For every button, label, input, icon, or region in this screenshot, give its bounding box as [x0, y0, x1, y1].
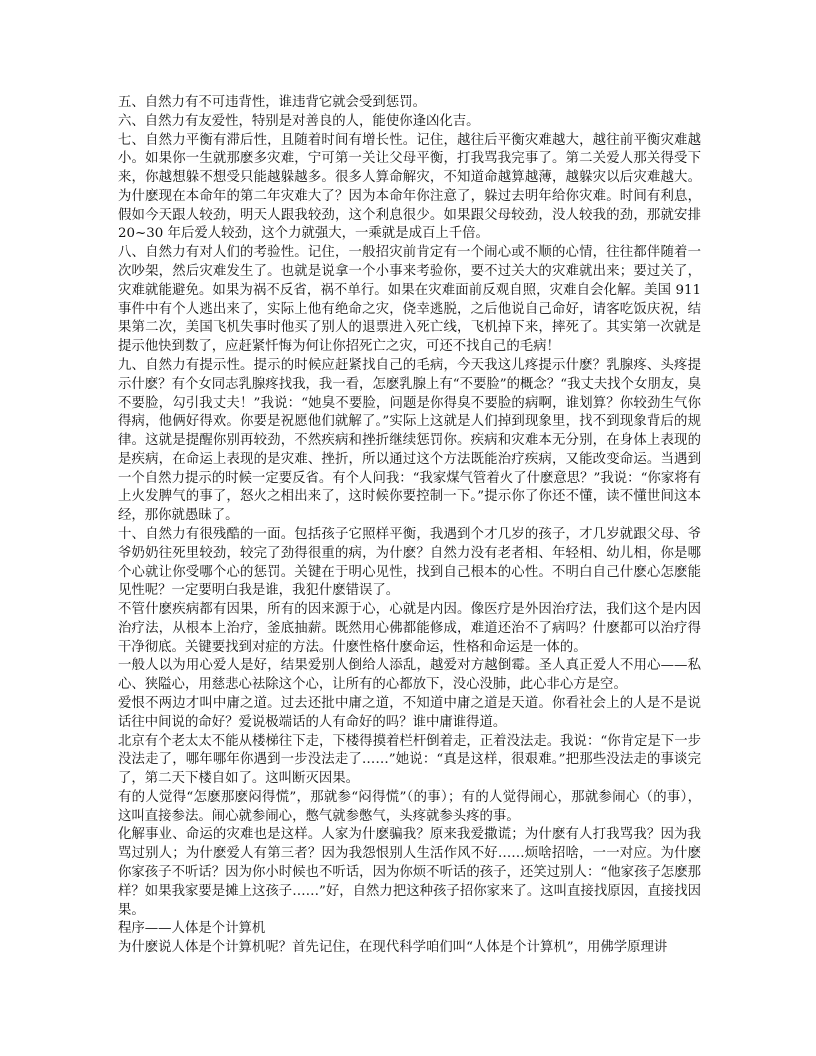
paragraph-resolve-disaster: 化解事业、命运的灾难也是这样。人家为什麽骗我？原来我爱撒谎；为什麽有人打我骂我？因为我骂过别人；为什麽爱人有第三者？因为我怨恨别人生活作风不好……烦啥招啥，一一对应。为什麽你家孩子不听话？因为你小时候也不听话，因为你烦不听话的孩子，还笑过别人：“他家孩子怎麽那样？如果我家要是摊上这孩子……”好，自然力把这种孩子招你家来了。这叫直接找原因，直接找因果。 [118, 827, 701, 918]
paragraph-love: 一般人以为用心爱人是好，结果爱别人倒给人添乱，越爱对方越倒霉。圣人真正爱人不用心——私心、狭隘心，用慈悲心祛除这个心，让所有的心都放下，没心没肺，此心非心方是空。 [118, 658, 701, 693]
paragraph-10: 十、自然力有很残酷的一面。包括孩子它照样平衡，我遇到个才几岁的孩子，才几岁就跟父母、爷爷奶奶往死里较劲，较完了劲得很重的病，为什麽？自然力没有老者相、年轻相、幼儿相，你是哪个心就让你受哪个心的惩罚。关键在于明心见性，找到自己根本的心性。不明白自己什麽心怎麽能见性呢？一定要明白我是谁，我犯什麽错误了。 [118, 526, 701, 599]
paragraph-6: 六、自然力有友爱性，特别是对善良的人，能使你逢凶化吉。 [118, 113, 480, 129]
paragraph-5: 五、自然力有不可违背性，谁违背它就会受到惩罚。 [118, 95, 426, 110]
paragraph-computer: 为什麽说人体是个计算机呢？首先记住，在现代科学咱们叫“人体是个计算机”，用佛学原理讲 [118, 940, 668, 956]
paragraph-direct-method: 有的人觉得“怎麽那麽闷得慌”，那就参“闷得慌”（的事）；有的人觉得闹心，那就参闹心（的事），这叫直接参法。闹心就参闹心，憋气就参憋气，头疼就参头疼的事。 [118, 789, 701, 824]
paragraph-8: 八、自然力有对人们的考验性。记住，一般招灾前肯定有一个闹心或不顺的心情，往往都伴随着一次吵架，然后灾难发生了。也就是说拿一个小事来考验你，要不过关大的灾难就出来；要过关了，灾难就能避免。如果为祸不反省，祸不单行。如果在灾难面前反观自照，灾难自会化解。美国 911 事件中有个人逃出来了，实际上他有绝命之灾，侥幸逃脱，之后他说自己命好，请客吃饭庆祝，结果第二次，美国飞机失事时他买了别人的退票进入死亡线，飞机掉下来，摔死了。其实第一次就是提示他快到数了，应赶紧忏悔为何让你招死亡之灾，可还不找自己的毛病！ [118, 245, 701, 355]
section-heading: 程序——人体是个计算机 [118, 921, 266, 937]
paragraph-9: 九、自然力有提示性。提示的时候应赶紧找自己的毛病，今天我这儿疼提示什麽？乳腺疼、头疼提示什麽？有个女同志乳腺疼找我，我一看，怎麽乳腺上有“不要脸”的概念？“我丈夫找个女朋友，臭不要脸，勾引我丈夫！”我说：“她臭不要脸，问题是你得臭不要脸的病啊，谁划算？你较劲生气你得病，他俩好得欢。你要是祝愿他们就解了。”实际上这就是人们掉到现象里，找不到现象背后的规律。这就是提醒你别再较劲，不然疾病和挫折继续惩罚你。疾病和灾难本无分别，在身体上表现的是疾病，在命运上表现的是灾难、挫折，所以通过这个方法既能治疗疾病，又能改变命运。当遇到一个自然力提示的时候一定要反省。有个人问我：“我家煤气管着火了什麽意思？”我说：“你家将有上火发脾气的事了，怒火之相出来了，这时候你要控制一下。”提示你了你还不懂，读不懂世间这本经，那你就愚昧了。 [118, 357, 701, 524]
paragraph-middle-way: 爱恨不两边才叫中庸之道。过去还批中庸之道，不知道中庸之道是天道。你看社会上的人是不是说话往中间说的命好？爱说极端话的人有命好的吗？谁中庸谁得道。 [118, 696, 701, 730]
paragraph-7: 七、自然力平衡有滞后性，且随着时间有增长性。记住，越往后平衡灾难越大，越往前平衡灾难越小。如果你一生就那麽多灾难，宁可第一关让父母平衡，打我骂我完事了。第二关爱人那关得受下来，你越想躲不想受只能越躲越多。很多人算命解灾，不知道命越算越薄，越躲灾以后灾难越大。为什麽现在本命年的第二年灾难大了？因为本命年你注意了，躲过去明年给你灾难。时间有利息，假如今天跟人较劲，明天人跟我较劲，这个利息很少。如果跟父母较劲，没人较我的劲，那就安排 20~30 年后爱人较劲，这个力就强大，一乘就是成百上千倍。 [118, 132, 701, 242]
paragraph-old-lady: 北京有个老太太不能从楼梯往下走，下楼得摸着栏杆倒着走，正着没法走。我说：“你肯定是下一步没法走了，哪年哪年你遇到一步没法走了……”她说：“真是这样，很艰难。”把那些没法走的事谈完了，第二天下楼自如了。这叫断灭因果。 [118, 733, 701, 787]
paragraph-cause-effect: 不管什麽疾病都有因果，所有的因来源于心，心就是内因。像医疗是外因治疗法，我们这个是内因治疗法，从根本上治疗，釜底抽薪。既然用心佛都能修成，难道还治不了病吗？什麽都可以治疗得干净彻底。关键要找到对症的方法。什麽性格什麽命运，性格和命运是一体的。 [118, 602, 701, 655]
document-page [118, 94, 701, 958]
